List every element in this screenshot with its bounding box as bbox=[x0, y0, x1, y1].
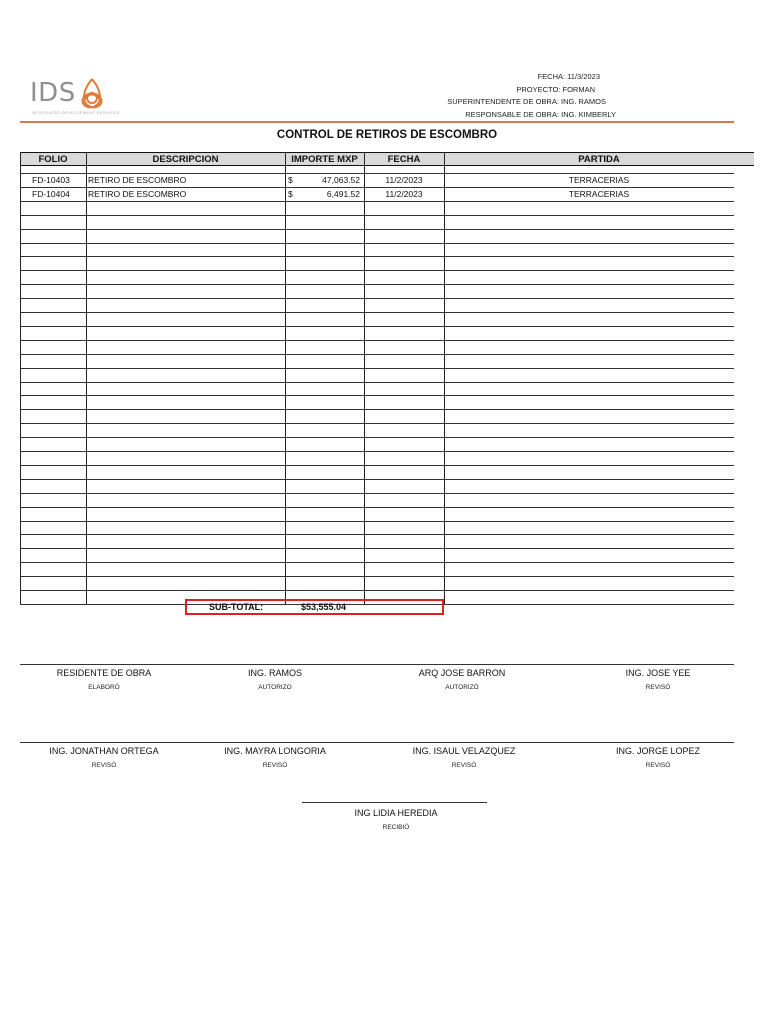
row-divider bbox=[20, 354, 734, 355]
row-divider bbox=[20, 465, 734, 466]
row-divider bbox=[20, 201, 734, 202]
row-divider bbox=[20, 493, 734, 494]
signature-role-final: RECIBIÓ bbox=[382, 824, 410, 831]
row-divider bbox=[20, 270, 734, 271]
column-divider bbox=[86, 152, 87, 604]
signature-role: REVISÓ bbox=[645, 762, 671, 769]
row-divider bbox=[20, 284, 734, 285]
header-divider bbox=[20, 121, 734, 123]
row-divider bbox=[20, 256, 734, 257]
signature-line-row2 bbox=[20, 742, 734, 743]
meta-responsable: RESPONSABLE DE OBRA: ING. KIMBERLY bbox=[465, 109, 616, 119]
row-divider bbox=[20, 215, 734, 216]
signature-name: ING. RAMOS bbox=[247, 668, 302, 678]
row-divider bbox=[20, 409, 734, 410]
signature-role: REVISÓ bbox=[645, 684, 671, 691]
row-divider bbox=[20, 479, 734, 480]
row-divider bbox=[20, 340, 734, 341]
row2-descripcion: RETIRO DE ESCOMBRO bbox=[88, 189, 187, 199]
row1-importe: 47,063.52 bbox=[322, 175, 360, 185]
signature-role: AUTORIZÓ bbox=[445, 684, 479, 691]
column-divider bbox=[20, 152, 21, 604]
row-divider bbox=[20, 451, 734, 452]
logo-knot-icon bbox=[77, 76, 107, 110]
row-divider bbox=[20, 534, 734, 535]
row-divider bbox=[20, 312, 734, 313]
row2-currency: $ bbox=[288, 189, 293, 199]
row-divider bbox=[20, 298, 734, 299]
header-descripcion: DESCRIPCION bbox=[152, 154, 219, 165]
document-title: CONTROL DE RETIROS DE ESCOMBRO bbox=[276, 129, 498, 141]
subtotal-label: SUB-TOTAL: bbox=[209, 602, 264, 612]
row-divider bbox=[20, 395, 734, 396]
signature-name: ARQ JOSE BARRON bbox=[418, 668, 506, 678]
signature-role: ELABORÓ bbox=[88, 684, 120, 691]
signature-name: ING. ISAUL VELAZQUEZ bbox=[412, 746, 516, 756]
signature-name-final: ING LIDIA HEREDIA bbox=[354, 808, 438, 818]
logo-text: IDS bbox=[30, 78, 76, 108]
header-fecha: FECHA bbox=[387, 154, 421, 165]
signature-name: RESIDENTE DE OBRA bbox=[56, 668, 152, 678]
row1-currency: $ bbox=[288, 175, 293, 185]
row-divider bbox=[20, 548, 734, 549]
company-logo bbox=[30, 76, 107, 110]
signature-line-final bbox=[302, 802, 487, 803]
row-divider bbox=[20, 326, 734, 327]
column-divider bbox=[364, 152, 365, 604]
row-divider bbox=[20, 507, 734, 508]
row-divider bbox=[20, 368, 734, 369]
meta-proyecto: PROYECTO: FORMAN bbox=[516, 84, 595, 94]
header-folio: FOLIO bbox=[38, 154, 68, 165]
meta-fecha: FECHA: 11/3/2023 bbox=[537, 72, 600, 81]
row-divider bbox=[20, 382, 734, 383]
signature-line-row1 bbox=[20, 664, 734, 665]
row-divider bbox=[20, 437, 734, 438]
row-divider bbox=[20, 187, 734, 188]
table-header bbox=[20, 152, 754, 166]
row-divider bbox=[20, 590, 734, 591]
row2-importe: 6,491.52 bbox=[326, 189, 360, 199]
row-divider bbox=[20, 173, 734, 174]
logo-subtitle: INTEGRATED DEVELOPMENT SERVICES bbox=[32, 110, 120, 115]
subtotal-box bbox=[185, 599, 444, 615]
column-divider bbox=[444, 152, 445, 604]
column-divider bbox=[285, 152, 286, 604]
signature-name: ING. MAYRA LONGORIA bbox=[224, 746, 326, 756]
meta-superintendente: SUPERINTENDENTE DE OBRA: ING. RAMOS bbox=[447, 97, 606, 106]
signature-name: ING. JORGE LOPEZ bbox=[615, 746, 700, 756]
header-partida: PARTIDA bbox=[578, 154, 620, 165]
signature-name: ING. JONATHAN ORTEGA bbox=[49, 746, 159, 756]
row1-fecha: 11/2/2023 bbox=[385, 175, 423, 185]
row-divider bbox=[20, 229, 734, 230]
signature-name: ING. JOSE YEE bbox=[625, 668, 691, 678]
row-divider bbox=[20, 521, 734, 522]
row2-fecha: 11/2/2023 bbox=[385, 189, 423, 199]
row-divider bbox=[20, 562, 734, 563]
row2-partida: TERRACERIAS bbox=[568, 189, 630, 199]
row-divider bbox=[20, 576, 734, 577]
signature-role: AUTORIZO bbox=[258, 684, 292, 691]
subtotal-value: $53,555.04 bbox=[301, 602, 347, 612]
signature-role: REVISÓ bbox=[451, 762, 477, 769]
row-divider bbox=[20, 243, 734, 244]
signature-role: REVISÓ bbox=[91, 762, 117, 769]
row1-partida: TERRACERIAS bbox=[568, 175, 630, 185]
row2-folio: FD-10404 bbox=[32, 189, 70, 199]
row1-descripcion: RETIRO DE ESCOMBRO bbox=[88, 175, 187, 185]
row-divider bbox=[20, 423, 734, 424]
signature-role: REVISÓ bbox=[262, 762, 288, 769]
retiros-table bbox=[20, 152, 734, 600]
header-importe: IMPORTE MXP bbox=[291, 154, 358, 165]
row1-folio: FD-10403 bbox=[32, 175, 70, 185]
